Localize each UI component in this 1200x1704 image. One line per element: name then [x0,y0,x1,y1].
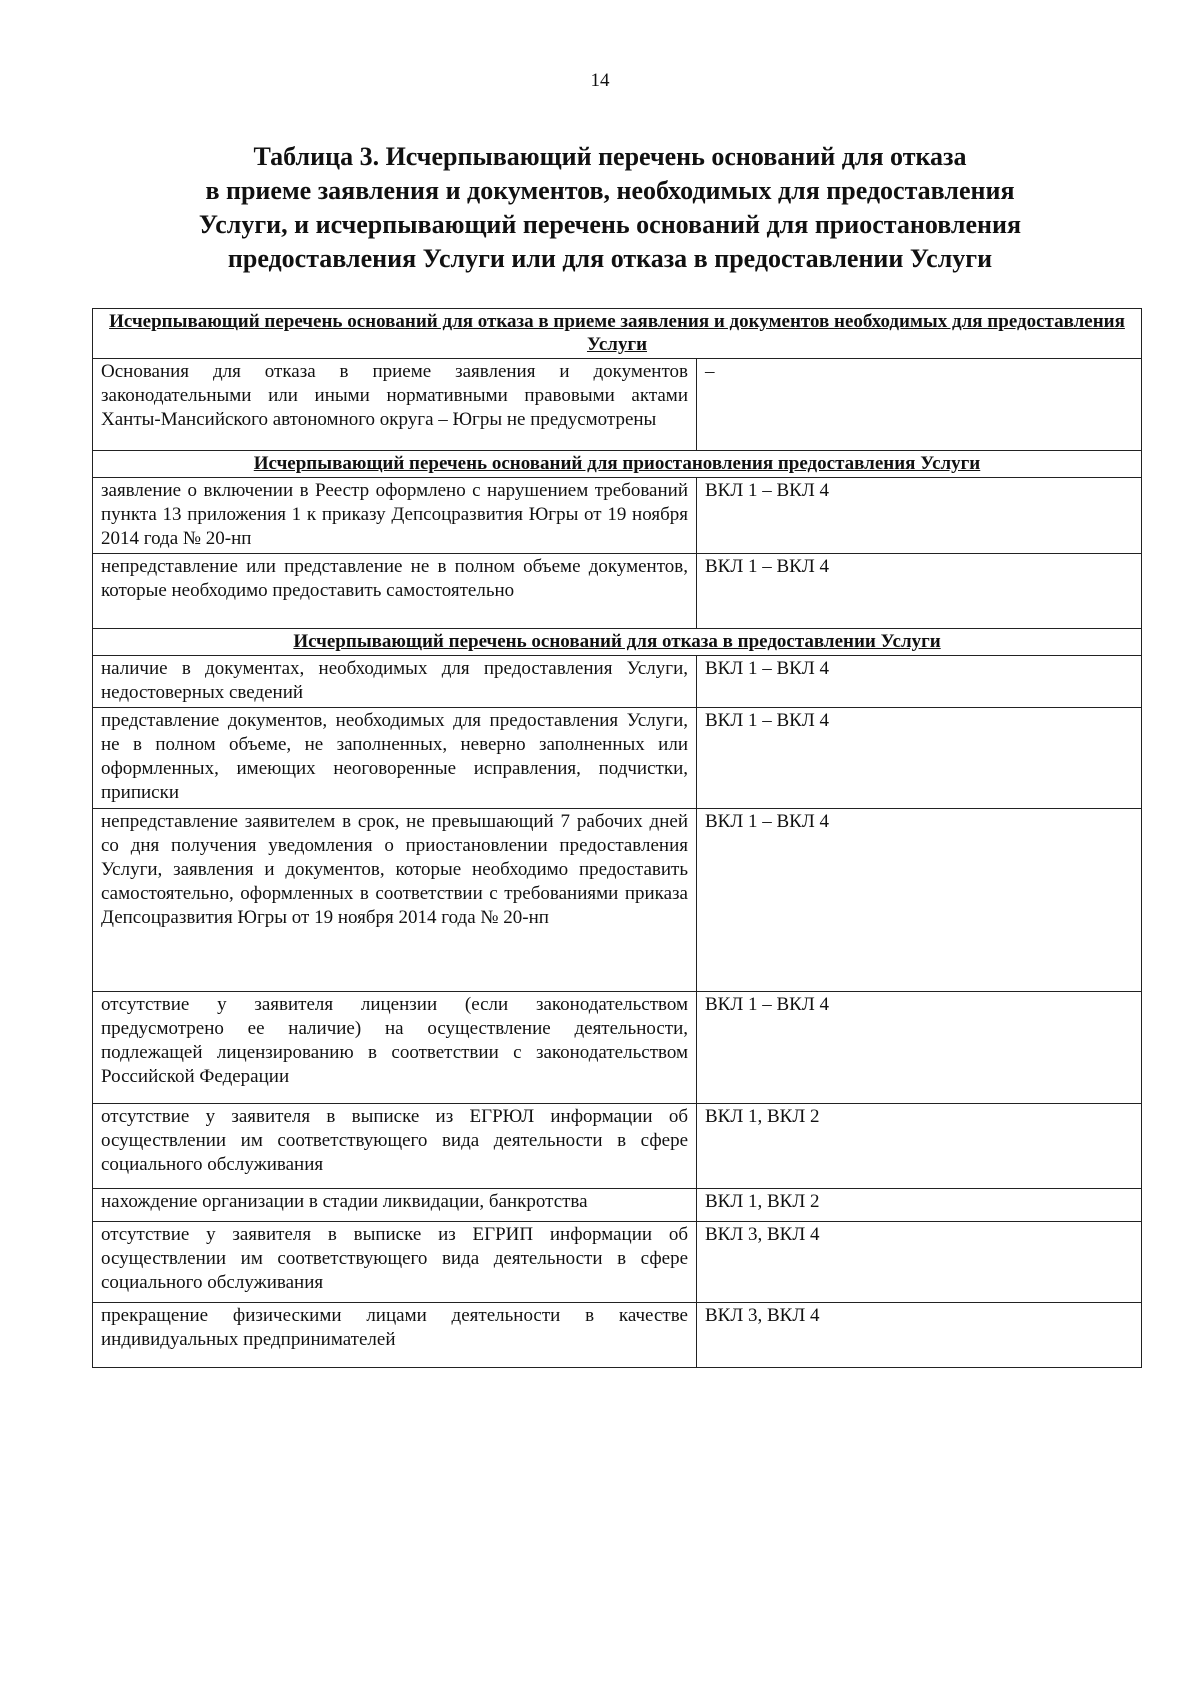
table-row [93,992,1142,1104]
reason-cell: нахождение организации в стадии ликвидации, банкротства [93,1189,697,1222]
reason-cell: отсутствие у заявителя в выписке из ЕГРИП информации об осуществлении им соответствующего вида деятельности в сфере социального обслуживания [93,1222,697,1303]
table-row [93,359,1142,451]
section-heading-row [93,309,1142,359]
table-row [93,1104,1142,1189]
page-number: 14 [590,70,610,91]
table-row [93,1222,1142,1303]
section-heading-row [93,629,1142,656]
value-cell: ВКЛ 1 – ВКЛ 4 [697,809,1142,992]
reason-cell: Основания для отказа в приеме заявления и документов законодательными или иными нормативными правовыми актами Ханты-Мансийского автономного округа – Югры не предусмотрены [93,359,697,451]
title-line: предоставления Услуги или для отказа в предоставлении Услуги [227,244,993,273]
table-row [93,809,1142,992]
section-heading: Исчерпывающий перечень оснований для приостановления предоставления Услуги [93,451,1142,478]
table-title [120,140,1100,276]
section-heading: Исчерпывающий перечень оснований для отказа в приеме заявления и документов необходимых для предоставления Услуги [93,309,1142,359]
section-heading: Исчерпывающий перечень оснований для отказа в предоставлении Услуги [93,629,1142,656]
table-row [93,554,1142,629]
table-row [93,708,1142,809]
reason-cell: наличие в документах, необходимых для предоставления Услуги, недостоверных сведений [93,656,697,708]
value-cell: ВКЛ 1 – ВКЛ 4 [697,554,1142,629]
value-cell: ВКЛ 1 – ВКЛ 4 [697,992,1142,1104]
title-line: Таблица 3. Исчерпывающий перечень оснований для отказа [253,142,967,171]
title-line: в приеме заявления и документов, необходимых для предоставления [205,176,1015,205]
value-cell: – [697,359,1142,451]
value-cell: ВКЛ 1, ВКЛ 2 [697,1104,1142,1189]
title-line: Услуги, и исчерпывающий перечень оснований для приостановления [198,210,1022,239]
table-row [93,656,1142,708]
table-row [93,1303,1142,1368]
reason-cell: непредставление заявителем в срок, не превышающий 7 рабочих дней со дня получения уведомления о приостановлении предоставления Услуги, заявления и документов, которые необходимо предоставить самостоятельно, оформленных в соответствии с требованиями приказа Депсоцразвития Югры от 19 ноября 2014 года № 20-нп [93,809,697,992]
value-cell: ВКЛ 3, ВКЛ 4 [697,1222,1142,1303]
value-cell: ВКЛ 1 – ВКЛ 4 [697,656,1142,708]
table-row [93,478,1142,554]
table-row [93,1189,1142,1222]
reason-cell: представление документов, необходимых для предоставления Услуги, не в полном объеме, не заполненных, неверно заполненных или оформленных, имеющих неоговоренные исправления, подчистки, приписки [93,708,697,809]
reason-cell: отсутствие у заявителя лицензии (если законодательством предусмотрено ее наличие) на осуществление деятельности, подлежащей лицензированию в соответствии с законодательством Российской Федерации [93,992,697,1104]
reason-cell: непредставление или представление не в полном объеме документов, которые необходимо предоставить самостоятельно [93,554,697,629]
grounds-table [92,308,1142,1368]
value-cell: ВКЛ 1 – ВКЛ 4 [697,478,1142,554]
value-cell: ВКЛ 1 – ВКЛ 4 [697,708,1142,809]
section-heading-row [93,451,1142,478]
value-cell: ВКЛ 1, ВКЛ 2 [697,1189,1142,1222]
value-cell: ВКЛ 3, ВКЛ 4 [697,1303,1142,1368]
reason-cell: заявление о включении в Реестр оформлено с нарушением требований пункта 13 приложения 1 к приказу Депсоцразвития Югры от 19 ноября 2014 года № 20-нп [93,478,697,554]
reason-cell: отсутствие у заявителя в выписке из ЕГРЮЛ информации об осуществлении им соответствующего вида деятельности в сфере социального обслуживания [93,1104,697,1189]
reason-cell: прекращение физическими лицами деятельности в качестве индивидуальных предпринимателей [93,1303,697,1368]
